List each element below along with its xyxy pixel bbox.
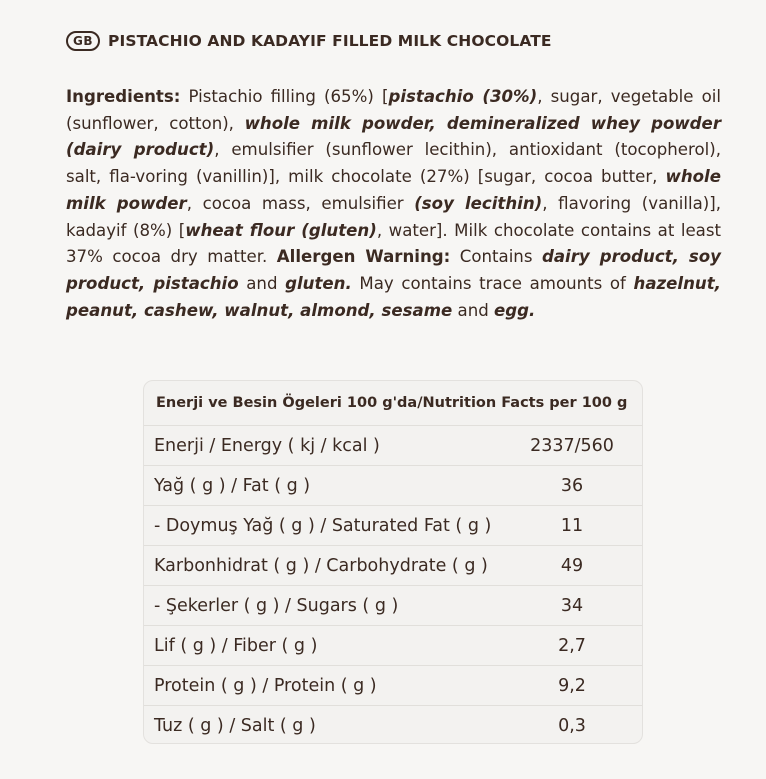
ingredients-emphasis: whole milk powder, demineralized whey powder (dairy product) (66, 113, 721, 160)
nutrient-value: 11 (560, 515, 584, 536)
nutrition-row-protein (144, 666, 642, 706)
nutrition-row-carbohydrate (144, 546, 642, 586)
nutrition-facts-table (143, 380, 643, 744)
nutrition-row-saturated-fat (144, 506, 642, 546)
ingredients-text: Contains (450, 247, 542, 267)
nutrient-value: 36 (560, 475, 584, 496)
nutrient-label: Karbonhidrat ( g ) / Carbohydrate ( g ) (154, 555, 488, 576)
allergen-list: gluten. (285, 273, 352, 293)
nutrient-label: Enerji / Energy ( kj / kcal ) (154, 435, 380, 456)
ingredients-text: and (452, 300, 495, 320)
ingredients-text: and (238, 273, 286, 293)
nutrient-label: Protein ( g ) / Protein ( g ) (154, 675, 377, 696)
nutrient-value: 2,7 (558, 635, 586, 656)
ingredients-text: , cocoa mass, emulsifier (186, 193, 415, 213)
ingredients-emphasis: whole milk powder (66, 167, 721, 213)
trace-allergen-list: hazelnut, peanut, cashew, walnut, almond, sesame (66, 273, 721, 320)
nutrient-value: 2337/560 (530, 435, 614, 456)
nutrient-label: Lif ( g ) / Fiber ( g ) (154, 635, 318, 656)
country-badge: GB (66, 31, 100, 51)
ingredients-text: , water]. Milk chocolate contains at least 37% cocoa dry matter. (66, 220, 721, 267)
allergen-warning-heading: Allergen Warning: (276, 247, 451, 267)
nutrition-row-sugars (144, 586, 642, 626)
nutrient-value: 49 (560, 555, 584, 576)
nutrition-row-energy (144, 426, 642, 466)
nutrition-row-fiber (144, 626, 642, 666)
nutrient-value: 0,3 (558, 716, 586, 736)
ingredients-text: May contains trace amounts of (351, 273, 634, 293)
ingredients-heading: Ingredients: (66, 87, 181, 106)
ingredients-text: , emulsifier (sunflower lecithin), antioxidant (tocopherol), salt, fla-voring (vanillin)], milk chocolate (27%) [sugar, cocoa butter, (66, 140, 721, 187)
nutrition-row-salt (144, 706, 642, 744)
product-header (66, 31, 552, 51)
nutrient-label: - Doymuş Yağ ( g ) / Saturated Fat ( g ) (154, 515, 492, 536)
ingredients-text: Pistachio filling (65%) [ (180, 87, 389, 106)
ingredients-text: , flavoring (vanilla)], kadayif (8%) [ (66, 193, 721, 240)
ingredients-paragraph (66, 84, 721, 324)
ingredients-emphasis: pistachio (30%) (388, 87, 538, 106)
nutrient-label: Yağ ( g ) / Fat ( g ) (154, 475, 311, 496)
allergen-list: dairy product, soy product, pistachio (66, 247, 721, 293)
ingredients-emphasis: (soy lecithin) (414, 193, 543, 213)
nutrient-value: 9,2 (558, 675, 586, 696)
product-title: PISTACHIO AND KADAYIF FILLED MILK CHOCOLATE (108, 32, 552, 50)
ingredients-emphasis: wheat flour (gluten) (185, 220, 377, 240)
nutrition-row-fat (144, 466, 642, 506)
nutrient-label: - Şekerler ( g ) / Sugars ( g ) (154, 595, 399, 616)
nutrition-table-heading: Enerji ve Besin Ögeleri 100 g'da/Nutrition Facts per 100 g (144, 381, 642, 426)
nutrient-label: Tuz ( g ) / Salt ( g ) (154, 716, 316, 736)
ingredients-text: , sugar, vegetable oil (sunflower, cotton), (66, 87, 721, 133)
trace-allergen-list: egg. (494, 300, 536, 320)
nutrient-value: 34 (560, 595, 584, 616)
